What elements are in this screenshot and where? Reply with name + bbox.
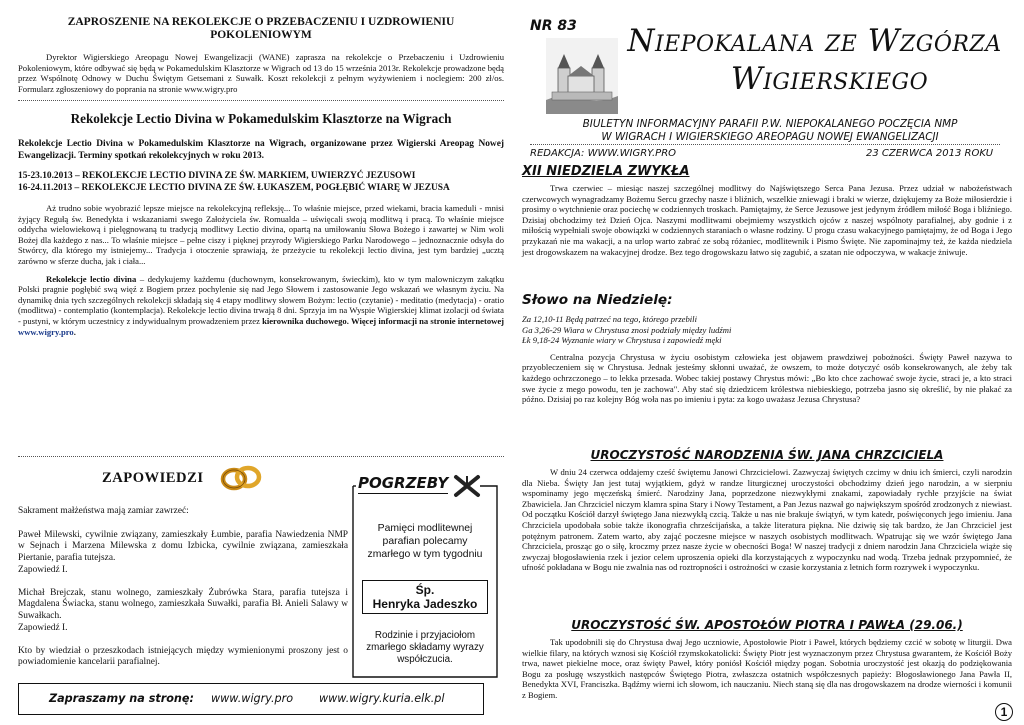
zapowiedzi-couple-1: Paweł Milewski, cywilnie związany, zamieszkały Łumbie, parafia Nawiedzenia NMP w Sejnach i Marzena Milewska z domu Izbicka, cywilnie związana, zamieszkała Piertanie, parafia tutejsza. — [18, 530, 348, 563]
subtitle-line-1: BIULETYN INFORMACYJNY PARAFII P.W. NIEPOKALANEGO POCZĘCIA NMP — [582, 118, 958, 130]
footer-links — [18, 683, 484, 715]
footer-link-2[interactable]: www.wigry.kuria.elk.pl — [319, 692, 445, 705]
divider — [18, 100, 504, 101]
lectio-para-2-text: – dedykujemy każdemu (duchownym, konsekrowanym, świeckim), kto w tym malowniczym zakątku Polski pragnie pogłębić swą więź z Bogiem przez pochylenie się nad Jego Słowem i zastosowanie Jego wskazań we własnym życiu. Na dynamikę dnia tych szczególnych rekolekcji składają się 4 etapy modlitwy słowem Bożym: lectio (czytanie) - meditatio (medytacja) - oratio (modlitwa) - contemplatio (kontemplacja). Rekolekcje lectio divina trwają 8 dni. Sprzyja im na Wyspie Wigierskiej klimat izolacji od świata - pustyni, w którym uczestnicy z indywidualnym prowadzeniem przez — [18, 273, 504, 326]
lectio-date-1: 15-23.10.2013 – REKOLEKCJE LECTIO DIVINA ZE ŚW. MARKIEM, UWIERZYĆ JEZUSOWI — [18, 171, 416, 182]
section-piotr-pawel — [522, 618, 1012, 701]
reading-3: Łk 9,18-24 Wyznanie wiary w Chrystusa i zapowiedź męki — [522, 335, 722, 346]
lectio-more-link[interactable]: www.wigry.pro — [18, 326, 74, 337]
bulletin-subtitle — [550, 118, 990, 143]
subtitle-line-2: W WIGRACH I WIGIERSKIEGO AREOPAGU NOWEJ EWANGELIZACJI — [601, 130, 939, 143]
section-title: Słowo na Niedzielę: — [522, 292, 673, 308]
lectio-para-1: Aż trudno sobie wyobrazić lepsze miejsce na rekolekcyjną refleksję... To właśnie miejsce, przed wiekami, bracia kameduli - mnisi żyjący Regułą św. Benedykta i wskazaniami swego Założyciela św. Romualda – uświęcali swoją modlitwą i pracą. To właśnie miejsce oddycha wielowiekową i pielęgnowaną tu tradycją modlitwy Lectio divina, opartą na umiłowaniu Słowa Bożego i zawartej w Nim woli Bożej dla każdego z nas... To właśnie miejsce – pełne ciszy i pięknej przyrody Wigierskiego Parku Narodowego – jednoznacznie odsyła do Stwórcy, dla którego my istniejemy... Tradycja i otoczenie sprawiają, że przeżycie tu rekolekcji lectio divina, jest tym bardziej „ucztą zarówno w sferze ducha, jak i ciała... — [18, 203, 504, 266]
lectio-para-2-director: kierownika duchowego. — [262, 315, 349, 326]
lectio-para-2-lead: Rekolekcje lectio divina — [46, 273, 137, 284]
pogrzeby-title: POGRZEBY — [358, 474, 449, 492]
church-logo — [546, 38, 618, 114]
zapowiedzi-couple-2: Michał Brejczak, stanu wolnego, zamieszkały Żubrówka Stara, parafia tutejsza i Magdalena Świacka, stanu wolnego, zamieszkała Suwałki, parafia Bł. Anieli Salawy w Suwałkach. — [18, 588, 348, 621]
section-body: Centralna pozycja Chrystusa w życiu osobistym człowieka jest objawem prawdziwej pobożności. Święty Paweł nazywa to przyobleczeniem się w Chrystusa. Jednak jesteśmy skłonni uważać, że owszem, to może dotyczyć osób konsekrowanych, ale żeby tak każdego ochrzczonego – to lekka przesada. Wobec takiej postawy Chrystus mówi: „Bo kto chce zachować swoje życie, straci je, a kto straci swe życie z mego powodu, ten je zachowa". Aby stać się dziedzicem królestwa niebieskiego, potrzeba jasno się określić, by nie płakać za późno. Dzisiaj po raz kolejny Bóg woła nas po imieniu i pyta: za kogo uważasz Jezusa Chrystusa? — [522, 351, 1012, 405]
lectio-date-2: 16-24.11.2013 – REKOLEKCJE LECTIO DIVINA ZE ŚW. ŁUKASZEM, POGŁĘBIĆ WIARĘ W JEZUSA — [18, 182, 450, 193]
zapowiedzi-couple-2-note: Zapowiedź I. — [18, 623, 68, 633]
issue-number: NR 83 — [530, 18, 577, 34]
zapowiedzi-couple-1-note: Zapowiedź I. — [18, 565, 68, 575]
section-title: XII NIEDZIELA ZWYKŁA — [522, 164, 690, 179]
section-body: Trwa czerwiec – miesiąc naszej szczególnej modlitwy do Najświętszego Serca Pana Jezusa. Przez udział w nabożeństwach czerwcowych wynagradzamy Bożemu Sercu grzechy nasze i bliźnich, wszelkie zniewagi i braki w wierze, dziękujemy za Boże miłosierdzie i prosimy o wytchnienie oraz pociechę w codziennych troskach. Pamiętajmy, że Serce Jezusowe jest jedynym źródłem miłość Boga i bliźniego. Dzisiaj obchodzimy też Dzień Ojca. Naszymi modlitwami obejmiemy wszystkich ojców z naszej wspólnoty parafialnej, aby godnie i z miłością wypełniali swoje obowiązki w codziennych staraniach o własne rodziny. U progu czasu wakacyjnego pamiętajmy, że od Boga i Jego przykazań nie ma wakacji, a na urlop warto zabrać ze sobą różaniec, modlitewnik i Pismo Święte. Nie zapominajmy też, że każda niedziela jest drogowskazem na wakacyjnej drodze. Bez tego drogowskazu łatwo się zagubić, a szatan nie odpoczywa, w wakacje żniwuje. — [522, 183, 1012, 257]
pogrzeby-text: Pamięci modlitewnej parafian polecamy zmarłego w tym tygodniu — [367, 523, 483, 560]
section-body: Tak upodobnili się do Chrystusa dwaj Jego uczniowie, Apostołowie Piotr i Paweł, których będziemy czcić w sobotę w liturgii. Dwa wielkie filary, na których wznosi się Kościół rzymskokatolicki: Święty Piotr jest wyznaczonym przez Chrystusa gwarantem, że Kościół Boży trwa, nawet piekielne moce, oraz święty Paweł, który poniósł Kościół między pogan. Sobotnia uroczystość jest okazją do podziękowania Bogu za posługę wszystkich następców Świętego Piotra, zwłaszcza ostatnich współczesnych papieży: Błogosławionego Jana Pawła II, Benedykta XVI, Franciszka. Bądźmy wierni ich słowom, ich nauczaniu. Niech staną się dla nas drogowskazem na drodze wierności i komunii z Bogiem. — [522, 637, 1012, 700]
invitation-body: Dyrektor Wigierskiego Areopagu Nowej Ewangelizacji (WANE) zaprasza na rekolekcje o Przebaczeniu i Uzdrowieniu Pokoleniowym, które odbywać się będą w Pokamedulskim Klasztorze w Wigrach od 13 do 15 września 2013r. Rekolekcje prowadzone będą przez Wspólnotę Odnowy w Duchu Świętym Getsemani z Suwałk. Koszt rekolekcji z pełnym wyżywieniem i noclegiem: 200 zł/os. Formularz zgłoszeniowy do poprania na stronie www.wigry.pro — [18, 52, 504, 94]
lectio-intro: Rekolekcje Lectio Divina w Pokamedulskim Klasztorze na Wigrach, organizowane przez Wigierski Areopag Nowej Ewangelizacji. Terminy spotkań rekolekcyjnych w roku 2013. — [18, 139, 504, 161]
masthead-title — [617, 22, 1012, 98]
masthead-line-1: Niepokalana ze Wzgórza — [627, 23, 1002, 59]
zapowiedzi-outro: Kto by wiedział o przeszkodach istniejących między wymienionymi proszony jest o powiadomienie kancelarii parafialnej. — [18, 646, 348, 668]
pogrzeby-condolences: Rodzinie i przyjaciołom zmarłego składamy wyrazy współczucia. — [366, 630, 484, 665]
editorial-contact: REDAKCJA: WWW.WIGRY.PRO — [530, 148, 677, 159]
deceased-fullname: Henryka Jadeszko — [372, 597, 478, 611]
page-number: 1 — [995, 703, 1013, 721]
section-title: UROCZYSTOŚĆ NARODZENIA ŚW. JANA CHRZCICIELA — [590, 448, 944, 462]
deceased-name-box — [362, 580, 488, 614]
reading-2: Ga 3,26-29 Wiara w Chrystusa znosi podziały między ludźmi — [522, 324, 732, 335]
issue-date: 23 CZERWCA 2013 ROKU — [866, 148, 994, 159]
zapowiedzi-title: ZAPOWIEDZI — [102, 470, 204, 486]
section-jan-chrzciciel — [522, 448, 1012, 573]
footer-label: Zapraszamy na stronę: — [49, 692, 194, 705]
zapowiedzi-section — [18, 464, 353, 678]
masthead-line-2: Wigierskiego — [730, 61, 929, 97]
pogrzeby-section — [352, 472, 498, 676]
lectio-para-2 — [18, 274, 504, 338]
divider — [530, 144, 1000, 145]
lectio-more-end: . — [73, 326, 76, 337]
lectio-more-info: Więcej informacji na stronie internetowej — [351, 315, 505, 326]
left-column — [18, 16, 504, 337]
section-xii-niedziela — [522, 164, 1012, 257]
section-slowo-na-niedziele — [522, 292, 1012, 405]
divider — [18, 456, 504, 457]
wedding-rings-icon — [218, 460, 264, 494]
section-body: W dniu 24 czerwca oddajemy cześć świętemu Janowi Chrzcicielowi. Zazwyczaj świętych czcimy w dniu ich śmierci, czyli narodzin dla Nieba. Święty Jan jest tutaj wyjątkiem, gdyż w randze liturgicznej uroczystości obchodzimy dzień jego narodzin, a w sierpniu wspominamy jego męczeńską śmierć. Narodziny Jana, poprzedzone niezwykłymi znakami, zapowiadały rychłe przyjście na świat Zbawiciela. Jan Chrzciciel niczym klamra spina Stary i Nowy Testament, a Pan Jezus nazwał go największym spośród zrodzonych z niewiast. Od początku Kościół darzył świętego Jana niezwykłą czcią. Także u nas nie brakuje świątyń, w tym katedr, poświęconych jego imieniu. Jana Chrzciciela upodobała sobie także ikonografia chrześcijańska, a także literatura piękna. Nie dziwię się tak bardzo, że Jan Chrzciciel jest potężnym patronem. Zatem warto, aby zająć poczesne miejsce w naszych osobistych modlitwach. Wpatrując się we wzór świętego Jana Chrzciciela, prosząc go o siłę, kroczmy przez nasze życie w obecności Boga! W naszej tradycji z dniem narodzin Jana Chrzciciela wiąże się zwyczaj błogosławienia rzek i jezior celem uproszenia opieki dla korzystających z wypoczynku nad wodą. Trzeba jednak przypomnieć, że ufność pokładana w Bogu nie zwalnia nas od roztropności i ostrożności w czasie korzystania z letnich form rozrywek i wypoczynku. — [522, 467, 1012, 573]
deceased-name — [362, 580, 488, 614]
cross-ribbon-icon — [452, 474, 482, 498]
lectio-title: Rekolekcje Lectio Divina w Pokamedulskim Klasztorze na Wigrach — [70, 111, 452, 127]
deceased-prefix: Śp. — [415, 583, 435, 597]
invitation-title: ZAPROSZENIE NA REKOLEKCJE O PRZEBACZENIU I UZDROWIENIU POKOLENIOWYM — [67, 16, 455, 41]
section-title: UROCZYSTOŚĆ ŚW. APOSTOŁÓW PIOTRA I PAWŁA (29.06.) — [571, 618, 963, 632]
reading-1: Za 12,10-11 Będą patrzeć na tego, którego przebili — [522, 314, 697, 324]
footer-link-1[interactable]: www.wigry.pro — [211, 692, 294, 705]
zapowiedzi-intro: Sakrament małżeństwa mają zamiar zawrzeć: — [18, 506, 189, 516]
